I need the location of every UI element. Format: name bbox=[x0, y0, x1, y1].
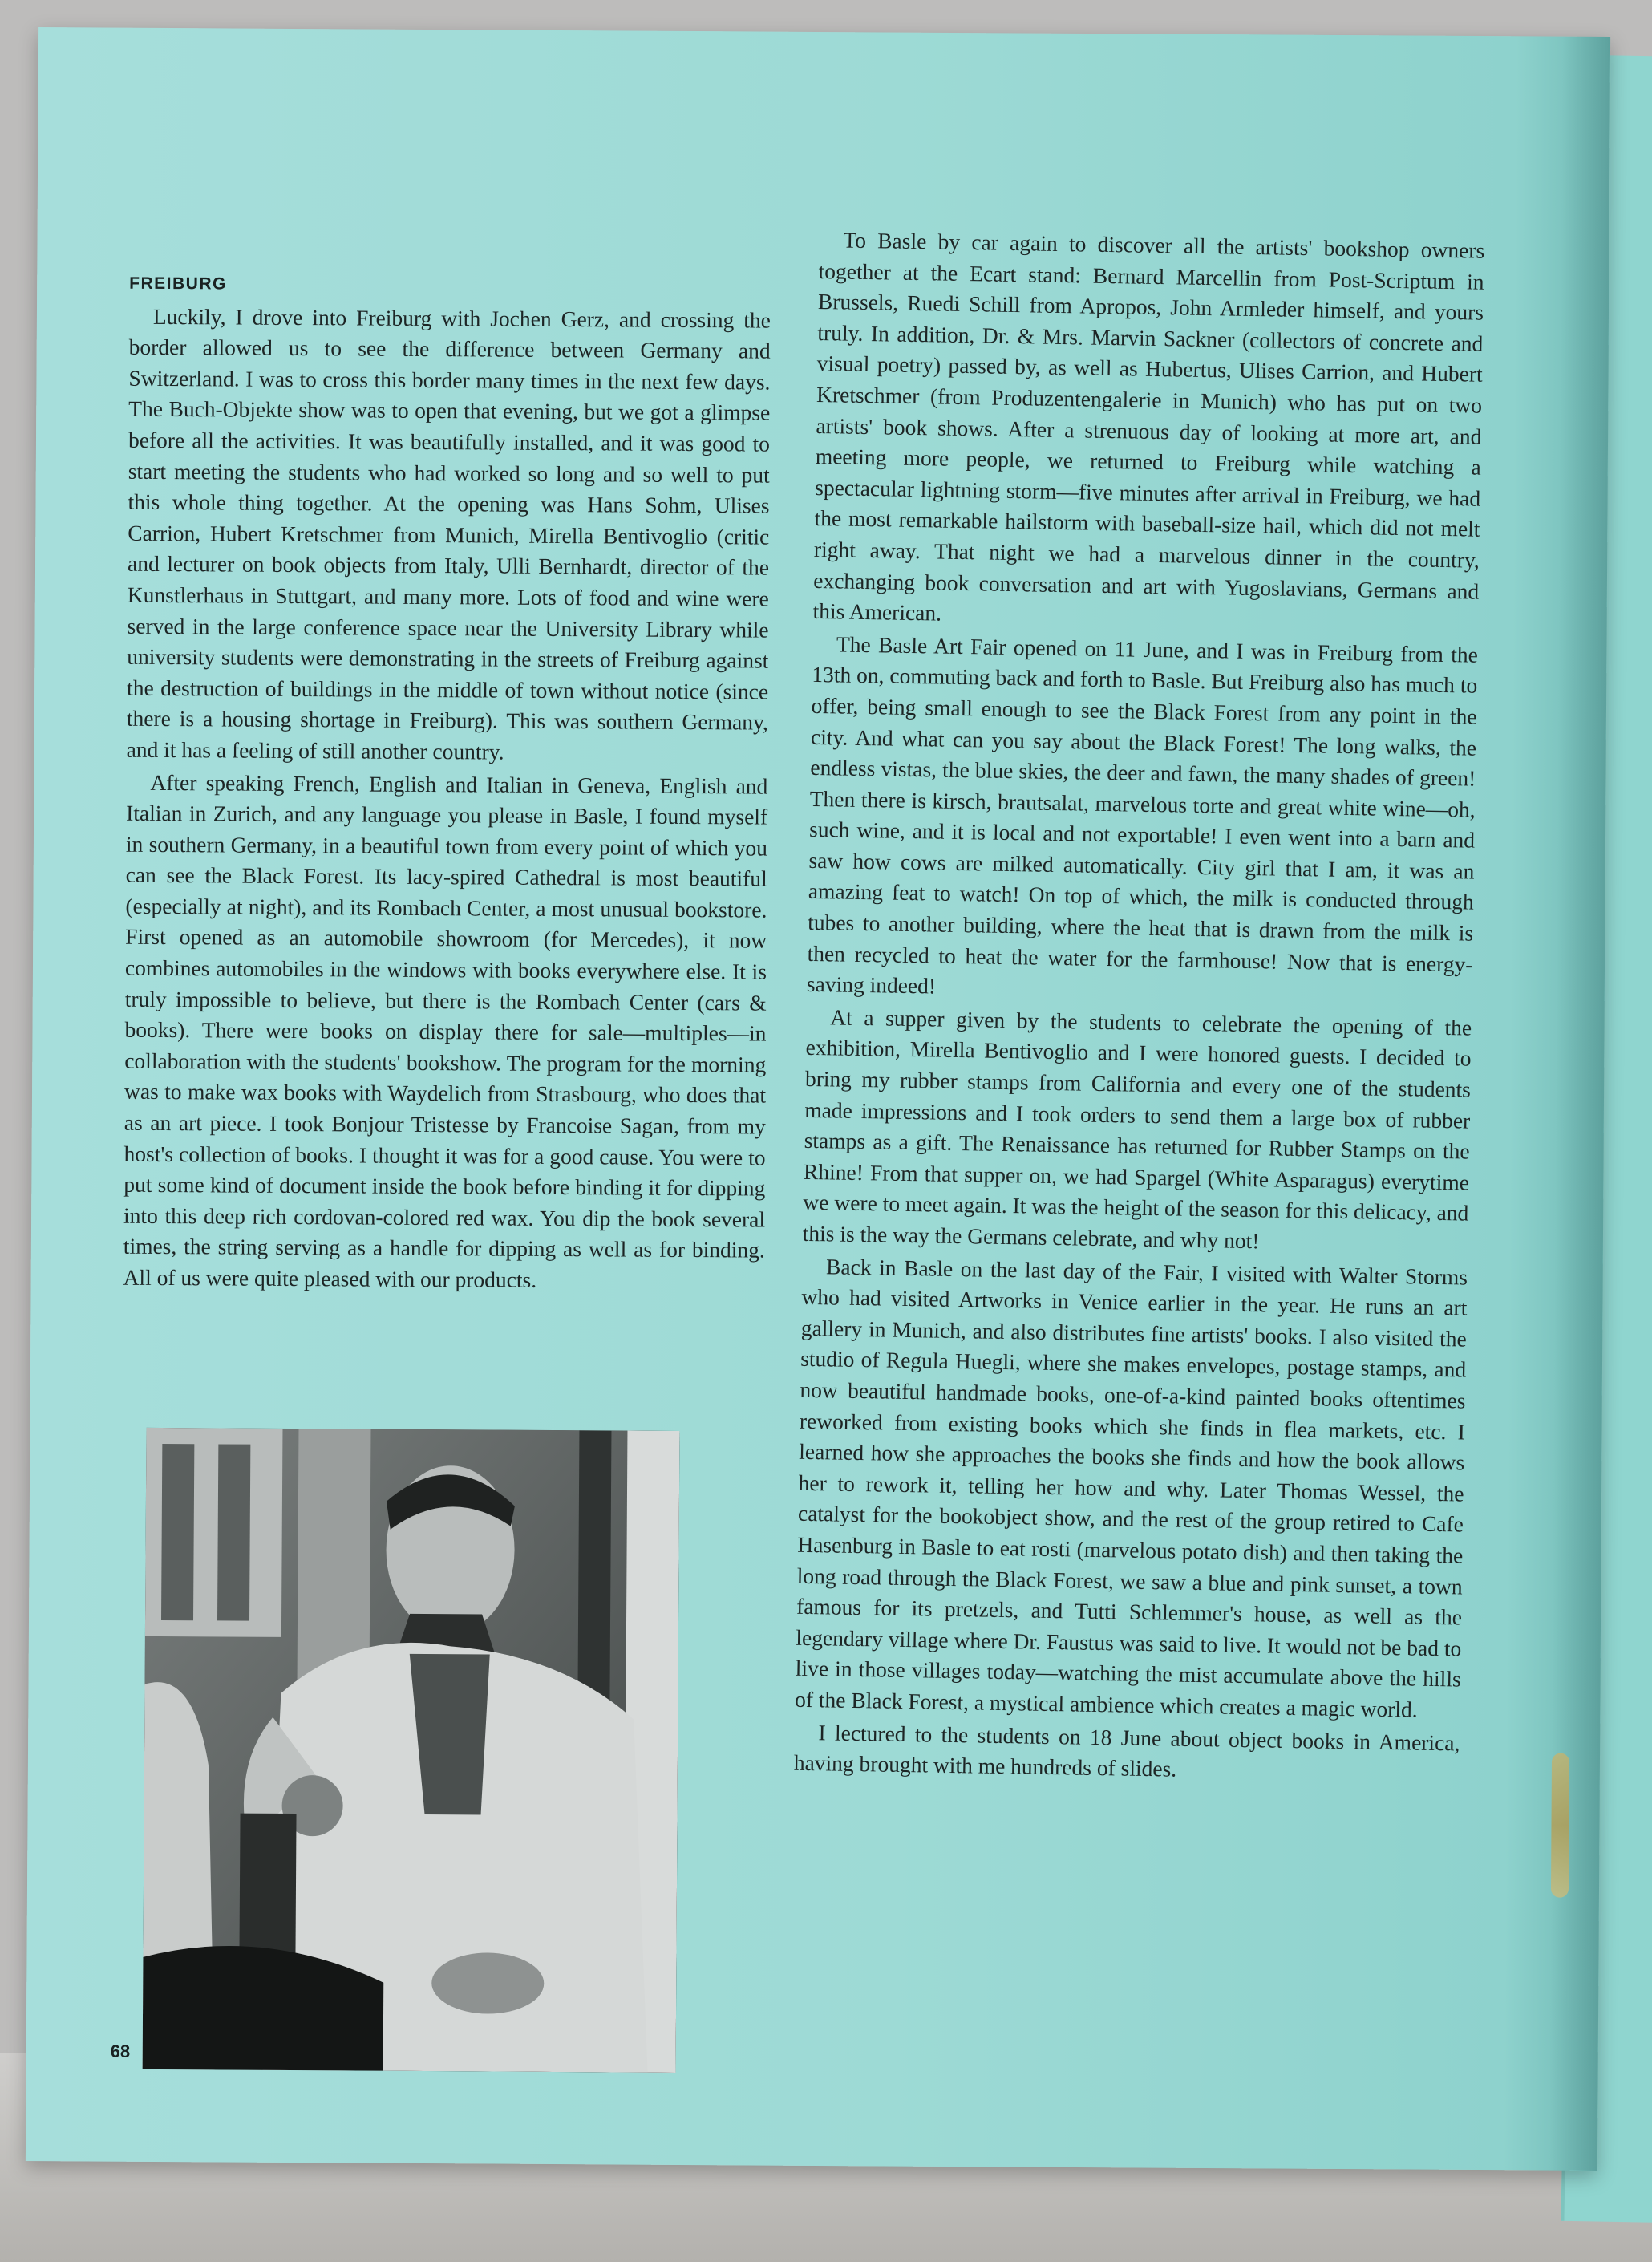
paragraph: The Basle Art Fair opened on 11 June, and I was in Freiburg from the 13th on, commuting back and forth to Basle. But Freiburg also has much to offer, being small enough to see the Black Forest from any point in the city. And what can you say about the Black Forest! The long walks, the endless vistas, the blue skies, the deer and fawn, the many shades of green! Then there is kirsch, brautsalat, marvelous torte and great white wine—oh, such wine, and it is local and not exportable! I even went into a barn and saw how cows are milked automatically. City girl that I am, it was an amazing feat to watch! On top of which, the milk is conducted through tubes to another building, where the heat that is drawn from the milk is then recycled to heat the water for the farmhouse! Now that is energy-saving indeed! bbox=[806, 631, 1479, 999]
paragraph: I lectured to the students on 18 June about object books in America, having brought with me hundreds of slides. bbox=[793, 1719, 1460, 1782]
page-number: 68 bbox=[110, 2041, 131, 2061]
photo-illustration bbox=[143, 1428, 680, 2073]
right-column bbox=[793, 225, 1484, 1791]
paragraph: Back in Basle on the last day of the Fair, I visited with Walter Storms who had visited Artworks in Venice earlier in the year. He runs an art gallery in Munich, and also distributes fine artists' books. I also visited the studio of Regula Huegli, where she makes envelopes, postage stamps, and now beautiful handmade books, one-of-a-kind painted books oftentimes reworked from existing books which she finds in flea markets, etc. I learned how she approaches the books she finds and how the book allows her to rework it, telling her how and why. Later Thomas Wessel, the catalyst for the bookobject show, and the rest of the group retired to Cafe Hasenburg in Basle to eat rosti (marvelous potato dish) and then taking the long road through the Black Forest, we saw a blue and pink sunset, a town famous for its pretzels, and Tutti Schlemmer's house, as well as the legendary village where Dr. Faustus was said to live. It would not be bad to live in those villages today—watching the mist accumulate above the hills of the Black Forest, a mystical ambience which creates a magic world. bbox=[794, 1253, 1468, 1722]
paper-stain bbox=[1551, 1753, 1569, 1898]
magazine-page bbox=[26, 27, 1610, 2171]
left-column bbox=[123, 269, 771, 1299]
section-heading: FREIBURG bbox=[129, 274, 227, 294]
paragraph: At a supper given by the students to celebrate the opening of the exhibition, Mirella Bentivoglio and I were honored guests. I decided to bring my rubber stamps from California and every one of the students made impressions and I took orders to send them a large box of rubber stamps as a gift. The Renaissance has returned for Rubber Stamps on the Rhine! From that supper on, we had Spargel (White Asparagus) everytime we were to meet again. It was the height of the season for this delicacy, and this is the way the Germans celebrate, and why not! bbox=[802, 1004, 1472, 1254]
photograph-man-with-scarf bbox=[143, 1428, 680, 2073]
paragraph: Luckily, I drove into Freiburg with Jochen Gerz, and crossing the border allowed us to see the difference between Germany and Switzerland. I was to cross this border many times in the next few days. The Buch-Objekte show was to open that evening, but we got a glimpse before all the activities. It was beautifully installed, and it was good to start meeting the students who had worked so long and so well to put this whole thing together. At the opening was Hans Sohm, Ulises Carrion, Hubert Kretschmer from Munich, Mirella Bentivoglio (critic and lecturer on book objects from Italy, Ulli Bernhardt, director of the Kunstlerhaus in Stuttgart, and many more. Lots of food and wine were served in the large conference space near the University Library while university students were demonstrating in the streets of Freiburg against the destruction of buildings in the middle of town without notice (since there is a housing shortage in Freiburg). This was southern Germany, and it has a feeling of still another country. bbox=[126, 303, 771, 764]
paragraph: To Basle by car again to discover all the artists' bookshop owners together at the Ecart stand: Bernard Marcellin from Post-Scriptum in Brussels, Ruedi Schill from Apropos, John Armleder himself, and yours truly. In addition, Dr. & Mrs. Marvin Sackner (collectors of concrete and visual poetry) passed by, as well as Hubertus, Ulises Carrion, and Hubert Kretschmer (from Produzentengalerie in Munich) who has put on two artists' book shows. After a strenuous day of looking at more art, and meeting more people, we returned to Freiburg while watching a spectacular lightning storm—five minutes after arrival in Freiburg, we had the most remarkable hailstorm with baseball-size hail, which did not melt right away. That night we had a marvelous dinner in the country, exchanging book conversation and art with Yugoslavians, Germans and this American. bbox=[812, 227, 1485, 626]
paragraph: After speaking French, English and Italian in Geneva, English and Italian in Zurich, and any language you please in Basle, I found myself in southern Germany, in a beautiful town from every point of which you can see the Black Forest. Its lacy-spired Cathedral is most beautiful (especially at night), and its Rombach Center, a most unusual bookstore. First opened as an automobile showroom (for Mercedes), it now combines automobiles in the windows with books everywhere else. It is truly impossible to believe, but there is the Rombach Center (cars & books). There were books on display there for sale—multiples—in collaboration with the students' bookshow. The program for the morning was to make wax books with Waydelich from Strasbourg, who does that as an art piece. I took Bonjour Tristesse by Francoise Sagan, from my host's collection of books. I thought it was for a good cause. You were to put some kind of document inside the book before binding it for dipping into this deep rich cordovan-colored red wax. You dip the book several times, the string serving as a handle for dipping as well as for binding. All of us were quite pleased with our products. bbox=[123, 769, 768, 1292]
